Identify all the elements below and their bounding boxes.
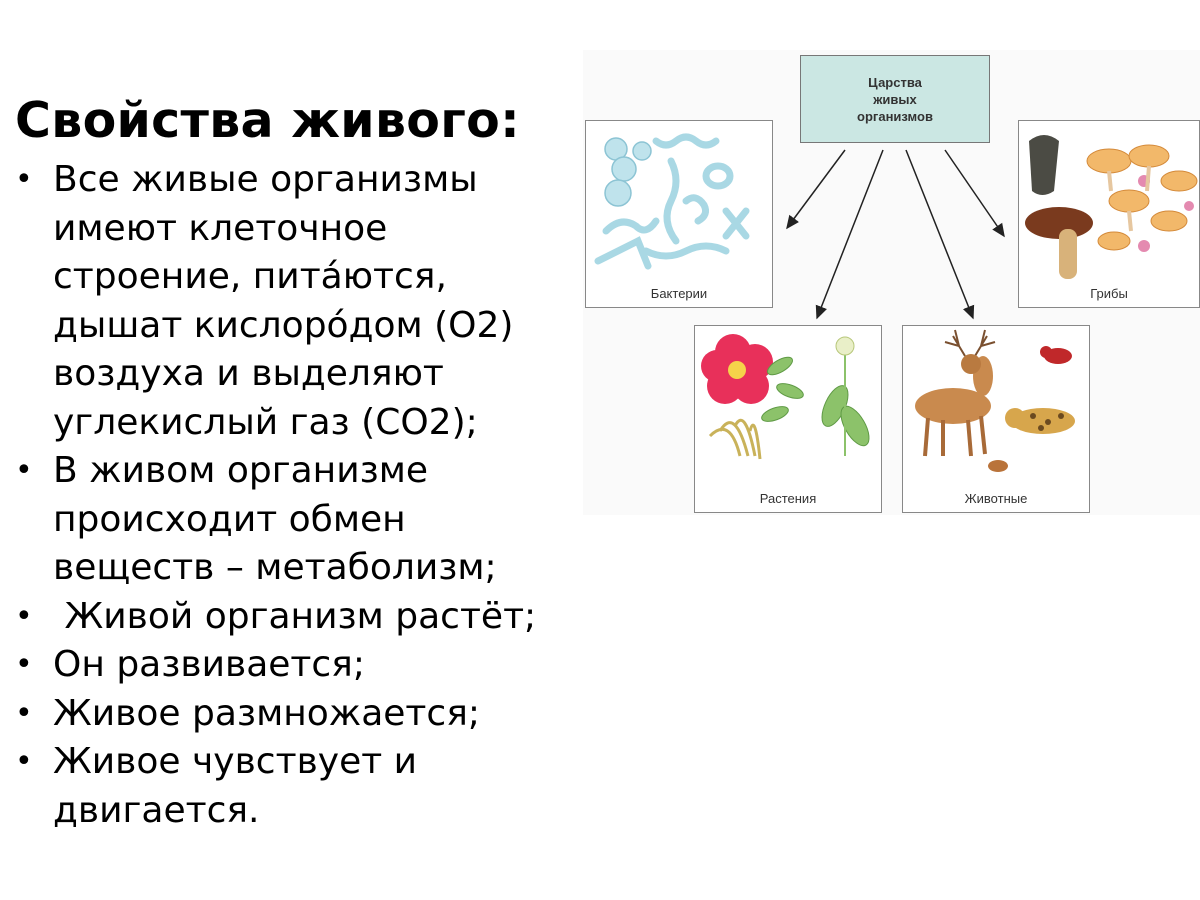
list-item (15, 641, 605, 690)
bullet-text: Живое чувствует и двигается. (53, 741, 418, 831)
bullet-dot: • (15, 695, 33, 731)
slide-title: Свойства живого: (15, 92, 520, 149)
plants-panel (694, 325, 882, 513)
plants-illustration (695, 326, 883, 486)
fungi-label: Грибы (1090, 286, 1128, 301)
arrow-to-fungi (945, 150, 1004, 236)
list-item (15, 156, 605, 447)
list-item (15, 593, 605, 642)
bacteria-illustration (586, 121, 774, 281)
list-item (15, 690, 605, 739)
kingdoms-center-box: Царства живых организмов (800, 55, 990, 143)
arrow-to-bacteria (787, 150, 845, 228)
list-item (15, 447, 605, 593)
bullet-dot: • (15, 162, 33, 197)
bacteria-label: Бактерии (650, 286, 708, 301)
animals-illustration (903, 326, 1091, 486)
bullet-text: В живом организме происходит обмен веществ – метаболизм; (53, 450, 497, 588)
bullet-dot: • (15, 744, 33, 779)
bullet-dot: • (15, 453, 33, 488)
bullet-text: Все живые организмы имеют клеточное строение, пита́ются, дышат кислоро́дом (О2) воздуха и выделяют углекислый газ (СО2); (53, 159, 514, 443)
animals-panel (902, 325, 1090, 513)
fungi-panel (1018, 120, 1200, 308)
bacteria-panel (585, 120, 773, 308)
plants-label: Растения (759, 491, 817, 506)
animals-label: Животные (964, 491, 1028, 506)
bullet-dot: • (15, 647, 33, 682)
list-item (15, 738, 605, 835)
fungi-illustration (1019, 121, 1200, 281)
bullet-dot: • (15, 598, 33, 634)
kingdoms-diagram (583, 50, 1200, 515)
bullet-text: Живое размножается; (53, 692, 480, 734)
bullet-list (15, 156, 605, 835)
bullet-text: Он развивается; (53, 644, 365, 685)
bullet-text: Живой организм растёт; (53, 595, 537, 637)
